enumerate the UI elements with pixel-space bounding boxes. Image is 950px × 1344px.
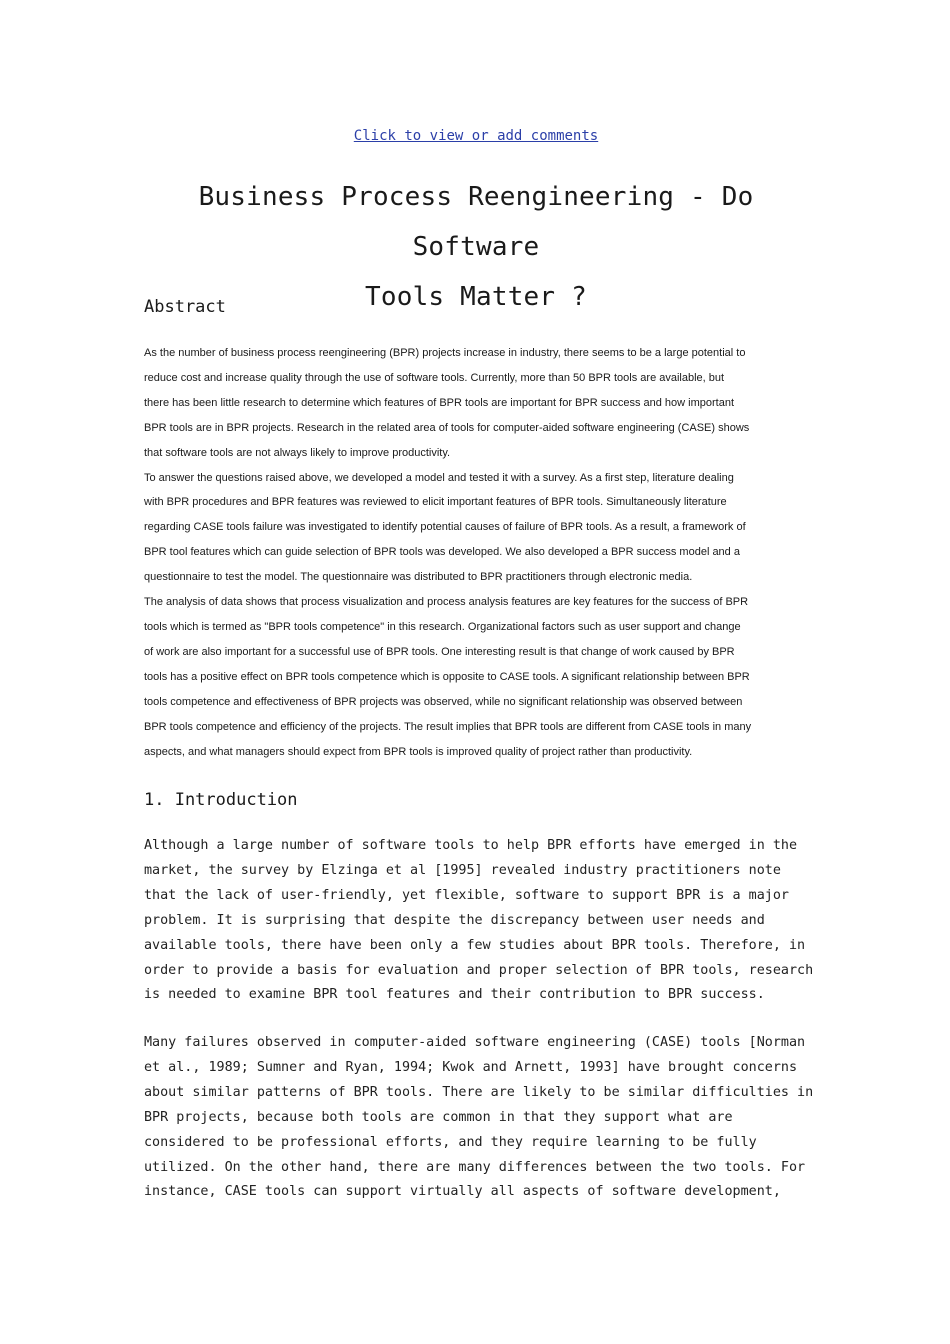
intro-line: market, the survey by Elzinga et al [1995] revealed industry practitioners note (144, 862, 781, 878)
intro-line: instance, CASE tools can support virtually all aspects of software development, (144, 1184, 781, 1200)
intro-line: about similar patterns of BPR tools. There are likely to be similar difficulties in (144, 1084, 814, 1100)
paper-title (144, 172, 808, 322)
intro-line: BPR projects, because both tools are common in that they support what are (144, 1109, 733, 1125)
intro-line: Many failures observed in computer-aided software engineering (CASE) tools [Norman (144, 1035, 806, 1050)
intro-paragraph-2 (144, 1031, 814, 1205)
abstract-line: BPR tools competence and efficiency of the projects. The result implies that BPR tools are different from CASE tools in many (144, 720, 752, 733)
introduction-heading: 1. Introduction (144, 790, 298, 810)
intro-line: is needed to examine BPR tool features and their contribution to BPR success. (144, 987, 765, 1003)
intro-line: et al., 1989; Sumner and Ryan, 1994; Kwok and Arnett, 1993] have brought concerns (144, 1059, 798, 1075)
abstract-line: questionnaire to test the model. The questionnaire was distributed to BPR practitioners through electronic media. (144, 571, 693, 584)
abstract-line: BPR tools are in BPR projects. Research in the related area of tools for computer-aided software engineering (CASE) shows (144, 421, 750, 434)
intro-line: Although a large number of software tools to help BPR efforts have emerged in the (144, 838, 798, 853)
abstract-text (144, 341, 808, 764)
intro-paragraph-1 (144, 834, 814, 1008)
abstract-line: To answer the questions raised above, we developed a model and tested it with a survey. As a first step, literature dealing (144, 471, 734, 484)
abstract-paragraph (144, 466, 808, 591)
abstract-line: tools competence and effectiveness of BPR projects was observed, while no significant relationship was observed between (144, 695, 743, 708)
abstract-paragraph (144, 590, 808, 764)
title-line: Tools Matter ? (365, 282, 587, 312)
abstract-line: with BPR procedures and BPR features was reviewed to elicit important features of BPR tools. Simultaneously literature (144, 496, 727, 509)
intro-line: that the lack of user-friendly, yet flexible, software to support BPR is a major (144, 887, 789, 903)
intro-line: utilized. On the other hand, there are many differences between the two tools. For (144, 1159, 806, 1175)
intro-line: problem. It is surprising that despite the discrepancy between user needs and (144, 912, 765, 928)
abstract-line: of work are also important for a successful use of BPR tools. One interesting result is that change of work caused by BPR (144, 645, 735, 658)
abstract-paragraph (144, 341, 808, 466)
intro-line: order to provide a basis for evaluation and proper selection of BPR tools, research (144, 962, 814, 978)
abstract-line: tools has a positive effect on BPR tools competence which is opposite to CASE tools. A significant relationship between BPR (144, 670, 750, 683)
abstract-line: regarding CASE tools failure was investigated to identify potential causes of failure of BPR tools. As a result, a framework of (144, 521, 746, 534)
abstract-line: that software tools are not always likely to improve productivity. (144, 446, 451, 459)
abstract-line: The analysis of data shows that process visualization and process analysis features are key features for the success of BPR (144, 596, 749, 609)
abstract-heading: Abstract (144, 297, 226, 317)
title-line: Business Process Reengineering - Do Software (198, 182, 754, 262)
intro-line: considered to be professional efforts, and they require learning to be fully (144, 1134, 757, 1150)
abstract-line: BPR tool features which can guide selection of BPR tools was developed. We also developed a BPR success model and a (144, 546, 740, 559)
abstract-line: tools which is termed as "BPR tools competence" in this research. Organizational factors such as user support and change (144, 620, 741, 633)
abstract-line: As the number of business process reengineering (BPR) projects increase in industry, there seems to be a large potential to (144, 347, 746, 359)
view-comments-link[interactable]: Click to view or add comments (353, 128, 599, 144)
abstract-line: aspects, and what managers should expect from BPR tools is improved quality of project rather than productivity. (144, 745, 693, 758)
intro-line: available tools, there have been only a few studies about BPR tools. Therefore, in (144, 937, 806, 953)
abstract-line: reduce cost and increase quality through the use of software tools. Currently, more than 50 BPR tools are available, but (144, 371, 725, 384)
abstract-line: there has been little research to determine which features of BPR tools are important for BPR success and how important (144, 396, 735, 409)
